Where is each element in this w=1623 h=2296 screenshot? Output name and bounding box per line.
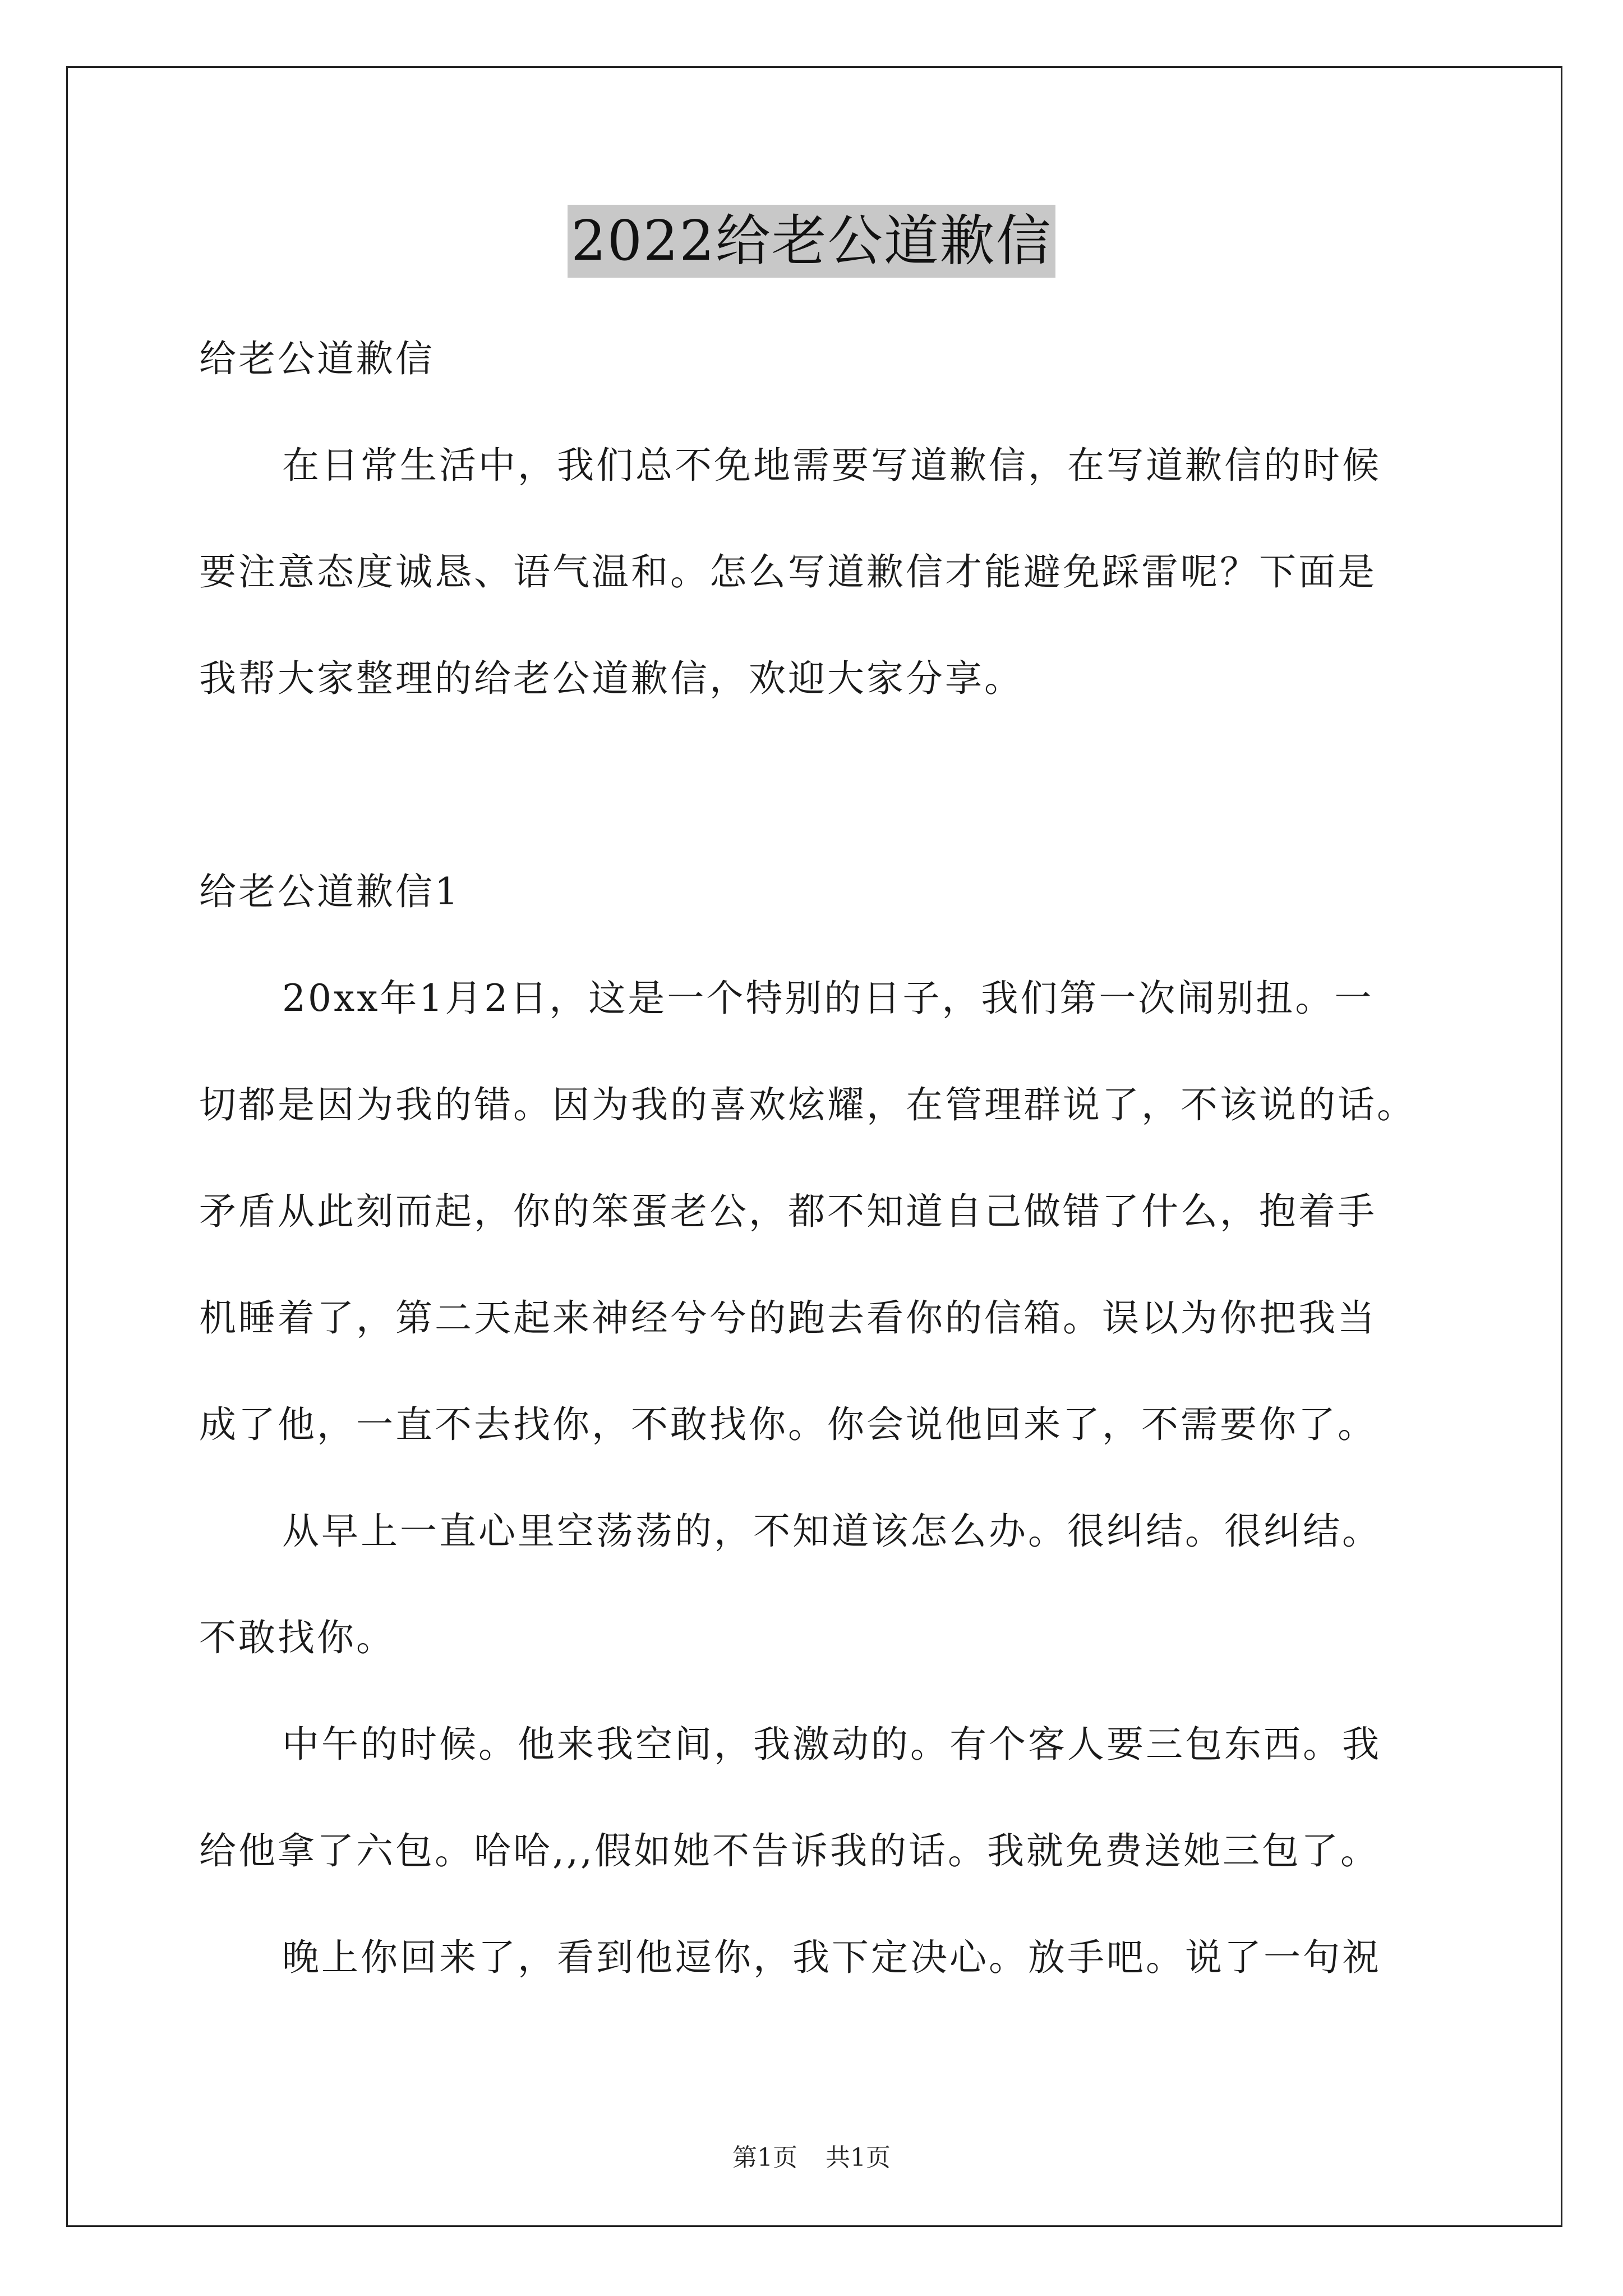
text-line: 切都是因为我的错。因为我的喜欢炫耀，在管理群说了，不该说的话。: [199, 1083, 1416, 1126]
text-line: 机睡着了，第二天起来神经兮兮的跑去看你的信箱。误以为你把我当: [199, 1296, 1377, 1340]
text-line: 晚上你回来了，看到他逗你，我下定决心。放手吧。说了一句祝: [282, 1936, 1381, 1979]
blank-line: [199, 732, 1438, 839]
text-line: 矛盾从此刻而起，你的笨蛋老公，都不知道自己做错了什么，抱着手: [199, 1190, 1377, 1233]
document-title: 2022给老公道歉信: [568, 205, 1055, 278]
page-total: 共1页: [826, 2143, 891, 2172]
text-line: 给他拿了六包。哈哈,,,假如她不告诉我的话。我就免费送她三包了。: [199, 1829, 1380, 1872]
text-line: 要注意态度诚恳、语气温和。怎么写道歉信才能避免踩雷呢？下面是: [199, 550, 1377, 593]
text-line: 不敢找你。: [199, 1616, 395, 1659]
text-line: 20xx年1月2日，这是一个特别的日子，我们第一次闹别扭。一: [282, 977, 1374, 1020]
text-line: 给老公道歉信: [199, 337, 435, 380]
text-line: 我帮大家整理的给老公道歉信，欢迎大家分享。: [199, 657, 1023, 700]
title-container: [0, 205, 1623, 278]
page-footer: [0, 2137, 1623, 2173]
text-line: 从早上一直心里空荡荡的，不知道该怎么办。很纠结。很纠结。: [282, 1510, 1381, 1553]
text-line: 中午的时候。他来我空间，我激动的。有个客人要三包东西。我: [282, 1723, 1381, 1766]
page-number: 第1页: [732, 2143, 797, 2172]
text-line: 成了他，一直不去找你，不敢找你。你会说他回来了，不需要你了。: [199, 1403, 1377, 1446]
text-line: 在日常生活中，我们总不免地需要写道歉信，在写道歉信的时候: [282, 444, 1381, 487]
text-line: 给老公道歉信1: [199, 870, 460, 913]
document-body: [199, 306, 1438, 2011]
